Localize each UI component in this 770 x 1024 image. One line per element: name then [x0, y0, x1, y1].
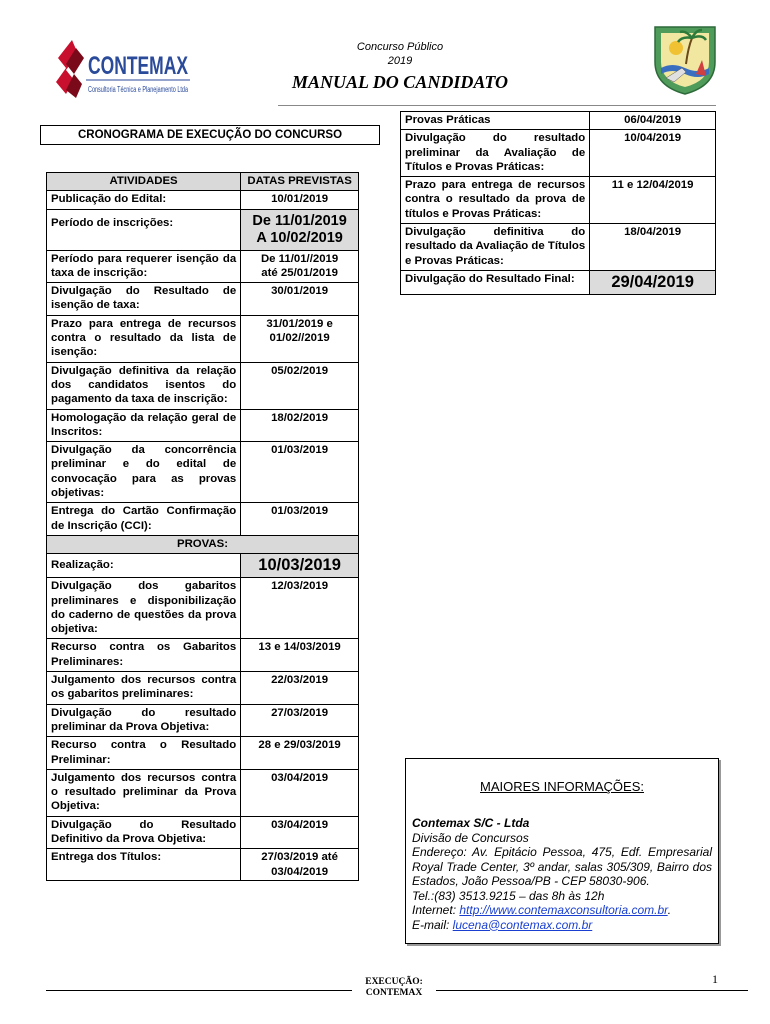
table-row	[47, 672, 359, 705]
activity-cell: Provas Práticas	[401, 112, 590, 130]
date-cell: 18/02/2019	[241, 409, 359, 442]
date-cell: 27/03/2019 até 03/04/2019	[241, 849, 359, 881]
cronograma-title: CRONOGRAMA DE EXECUÇÃO DO CONCURSO	[40, 125, 380, 145]
table-row	[47, 409, 359, 442]
date-cell: De 11/01//2019 até 25/01/2019	[241, 250, 359, 283]
table-row	[401, 270, 716, 294]
activity-cell: Recurso contra os Gabaritos Preliminares:	[47, 639, 241, 672]
table-row	[47, 209, 359, 250]
table-row	[47, 769, 359, 816]
svg-text:Consultoria Técnica e Planejam: Consultoria Técnica e Planejamento Ltda	[88, 85, 189, 94]
info-division: Divisão de Concursos	[412, 830, 529, 845]
table-row	[47, 816, 359, 849]
table-row	[47, 283, 359, 316]
activity-cell: Prazo para entrega de recursos contra o resultado da prova de títulos e Provas Práticas:	[401, 177, 590, 224]
date-cell: 13 e 14/03/2019	[241, 639, 359, 672]
date-cell: 22/03/2019	[241, 672, 359, 705]
date-cell: 28 e 29/03/2019	[241, 737, 359, 770]
activity-cell: Divulgação do resultado preliminar da Avaliação de Títulos e Provas Práticas:	[401, 130, 590, 177]
table-row	[401, 130, 716, 177]
info-title: MAIORES INFORMAÇÕES:	[480, 779, 644, 794]
activity-cell: Publicação do Edital:	[47, 191, 241, 209]
table-row	[47, 191, 359, 209]
footer-execucao	[352, 977, 436, 999]
table-row	[47, 737, 359, 770]
date-cell: 03/04/2019	[241, 769, 359, 816]
date-cell: 10/01/2019	[241, 191, 359, 209]
activity-cell: Julgamento dos recursos contra os gabaritos preliminares:	[47, 672, 241, 705]
table-row	[47, 554, 359, 578]
table-row	[47, 578, 359, 639]
table-row	[47, 639, 359, 672]
footer-divider-right	[436, 990, 748, 991]
date-cell: 29/04/2019	[590, 270, 716, 294]
manual-title: MANUAL DO CANDIDATO	[291, 72, 509, 92]
website-link[interactable]: http://www.contemaxconsultoria.com.br	[459, 903, 668, 917]
table-row	[47, 250, 359, 283]
activity-cell: Divulgação definitiva da relação dos candidatos isentos do pagamento da taxa de inscrição:	[47, 362, 241, 409]
date-cell: 05/02/2019	[241, 362, 359, 409]
footer-execucao-label: EXECUÇÃO:	[365, 977, 423, 987]
info-box	[405, 758, 719, 944]
activity-cell: Prazo para entrega de recursos contra o resultado da lista de isenção:	[47, 315, 241, 362]
municipal-crest	[652, 24, 718, 96]
page-number: 1	[712, 972, 718, 986]
activity-cell: Divulgação do Resultado de isenção de taxa:	[47, 283, 241, 316]
date-cell: 01/03/2019	[241, 442, 359, 503]
footer-contemax-label: CONTEMAX	[365, 988, 423, 998]
info-company: Contemax S/C - Ltda	[412, 816, 530, 830]
provas-section-label: PROVAS:	[47, 535, 359, 553]
internet-label: Internet:	[412, 903, 460, 917]
date-cell: 06/04/2019	[590, 112, 716, 130]
info-tel: Tel.:(83) 3513.9215 – das 8h às 12h	[412, 888, 605, 903]
activity-cell: Divulgação definitiva do resultado da Avaliação de Títulos e Provas Práticas:	[401, 224, 590, 271]
date-cell: 31/01/2019 e 01/02//2019	[241, 315, 359, 362]
schedule-table-left	[46, 172, 359, 881]
date-cell: 27/03/2019	[241, 704, 359, 737]
table-row	[47, 362, 359, 409]
contemax-logo-icon	[52, 36, 192, 102]
activity-cell: Divulgação do resultado preliminar da Prova Objetiva:	[47, 704, 241, 737]
activity-cell: Divulgação da concorrência preliminar e do edital de convocação para as provas objetivas:	[47, 442, 241, 503]
activity-cell: Período de inscrições:	[47, 209, 241, 250]
table-row	[47, 442, 359, 503]
date-cell: 11 e 12/04/2019	[590, 177, 716, 224]
activity-cell: Entrega dos Títulos:	[47, 849, 241, 881]
activity-cell: Divulgação dos gabaritos preliminares e disponibilização do caderno de questões da prova objetiva:	[47, 578, 241, 639]
table-row	[401, 177, 716, 224]
table-header-row	[47, 173, 359, 191]
svg-text:CONTEMAX: CONTEMAX	[88, 52, 189, 80]
municipal-crest-icon	[652, 24, 718, 96]
table-row	[47, 315, 359, 362]
provas-section-row	[47, 535, 359, 553]
header-divider	[278, 105, 716, 106]
info-internet: Internet: http://www.contemaxconsultoria.com.br.	[412, 903, 672, 917]
activity-cell: Divulgação do Resultado Final:	[401, 270, 590, 294]
email-link[interactable]: lucena@contemax.com.br	[452, 917, 593, 932]
date-cell: 30/01/2019	[241, 283, 359, 316]
column-header-activities: ATIVIDADES	[47, 173, 241, 191]
table-row	[47, 704, 359, 737]
date-cell: 10/03/2019	[241, 554, 359, 578]
date-cell: 12/03/2019	[241, 578, 359, 639]
column-header-dates: DATAS PREVISTAS	[241, 173, 359, 191]
activity-cell: Período para requerer isenção da taxa de inscrição:	[47, 250, 241, 283]
activity-cell: Homologação da relação geral de Inscritos:	[47, 409, 241, 442]
activity-cell: Recurso contra o Resultado Preliminar:	[47, 737, 241, 770]
contemax-logo	[52, 36, 192, 102]
date-cell: 03/04/2019	[241, 816, 359, 849]
date-cell: 18/04/2019	[590, 224, 716, 271]
schedule-table-right	[400, 111, 716, 295]
activity-cell: Divulgação do Resultado Definitivo da Prova Objetiva:	[47, 816, 241, 849]
date-cell: De 11/01/2019 A 10/02/2019	[241, 209, 359, 250]
header-year: 2019	[387, 55, 413, 67]
table-row	[47, 849, 359, 881]
activity-cell: Entrega do Cartão Confirmação de Inscrição (CCI):	[47, 503, 241, 536]
header-concurso: Concurso Público	[356, 41, 444, 53]
table-row	[401, 112, 716, 130]
footer-divider-left	[46, 990, 352, 991]
date-cell: 01/03/2019	[241, 503, 359, 536]
activity-cell: Julgamento dos recursos contra o resultado preliminar da Prova Objetiva:	[47, 769, 241, 816]
info-address: Endereço: Av. Epitácio Pessoa, 475, Edf. Empresarial Royal Trade Center, 3º andar, salas 305/309, Bairro dos Estados, João Pessoa/PB - CEP 58030-906.	[412, 845, 712, 888]
table-row	[47, 503, 359, 536]
email-label: E-mail:	[412, 917, 453, 932]
date-cell: 10/04/2019	[590, 130, 716, 177]
table-row	[401, 224, 716, 271]
info-email	[412, 918, 712, 933]
activity-cell: Realização:	[47, 554, 241, 578]
